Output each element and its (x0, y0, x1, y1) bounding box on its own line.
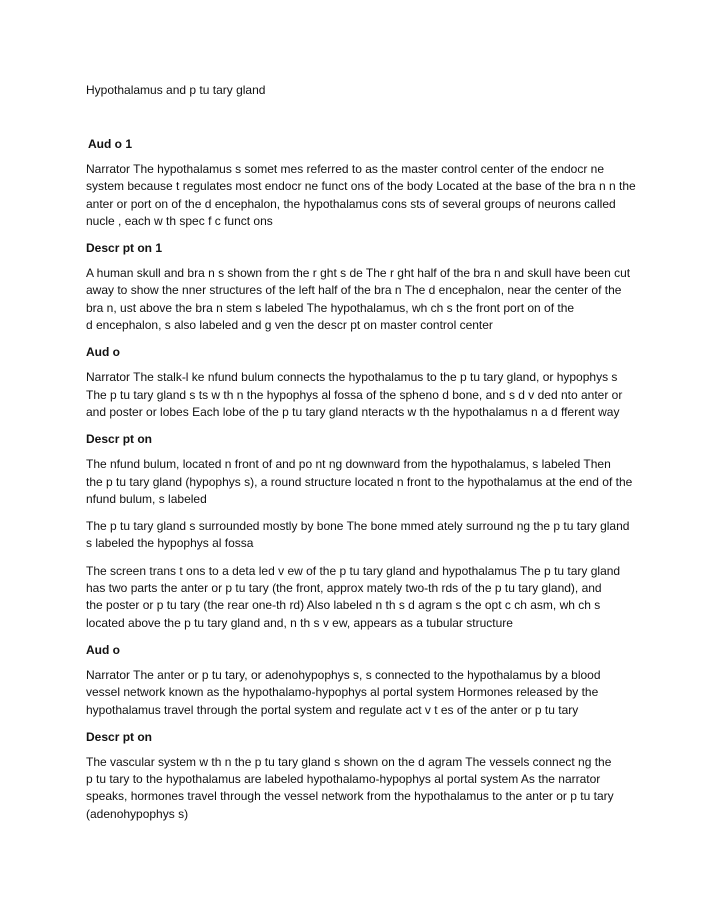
paragraph-line: speaks, hormones travel through the vessel network from the hypothalamus to the anter or p tu tary (86, 789, 614, 804)
section-heading: Descr pt on (86, 729, 153, 744)
paragraph-line: The nfund bulum, located n front of and po nt ng downward from the hypothalamus, s labeled Then (86, 457, 611, 472)
document-title: Hypothalamus and p tu tary gland (86, 83, 266, 97)
paragraph-line: s labeled the hypophys al fossa (86, 536, 254, 551)
body-paragraph (86, 563, 642, 632)
section-heading: Aud o (86, 642, 120, 657)
document-section (86, 344, 642, 421)
body-paragraph (86, 518, 642, 553)
document-section (86, 642, 642, 719)
paragraph-line: (adenohypophys s) (86, 806, 189, 821)
document-section (86, 240, 642, 334)
paragraph-line: bra n, ust above the bra n stem s labeled The hypothalamus, wh ch s the front port on of the (86, 300, 575, 315)
section-heading: Descr pt on 1 (86, 241, 163, 256)
section-heading: Descr pt on (86, 432, 153, 447)
paragraph-line: vessel network known as the hypothalamo-hypophys al portal system Hormones released by the (86, 685, 599, 700)
paragraph-line: Narrator The hypothalamus s somet mes referred to as the master control center of the endocr ne (86, 162, 605, 176)
paragraph-line: nucle , each w th spec f c funct ons (86, 213, 273, 228)
paragraph-line: nfund bulum, s labeled (86, 491, 207, 506)
paragraph-line: has two parts the anter or p tu tary (the front, approx mately two-th rds of the p tu tary gland), and (86, 581, 602, 596)
body-paragraph (86, 667, 642, 719)
body-paragraph (86, 754, 642, 823)
body-paragraph (86, 161, 642, 230)
paragraph-line: away to show the nner structures of the left half of the bra n The d encephalon, near the center of the (86, 283, 622, 298)
paragraph-line: The screen trans t ons to a deta led v ew of the p tu tary gland and hypothalamus The p tu tary gland (86, 563, 621, 578)
paragraph-line: A human skull and bra n s shown from the r ght s de The r ght half of the bra n and skull have been cut (86, 266, 631, 281)
paragraph-line: system because t regulates most endocr ne funct ons of the body Located at the base of the bra n n the (86, 179, 636, 194)
paragraph-line: Narrator The anter or p tu tary, or adenohypophys s, s connected to the hypothalamus by a blood (86, 667, 601, 682)
document-section (86, 729, 642, 823)
paragraph-line: The p tu tary gland s surrounded mostly by bone The bone mmed ately surround ng the p tu tary gland (86, 519, 630, 534)
paragraph-line: the poster or p tu tary (the rear one-th rd) Also labeled n th s d agram s the opt c ch asm, wh ch s (86, 598, 601, 613)
document-section (86, 136, 642, 230)
body-paragraph (86, 369, 642, 421)
paragraph-line: Narrator The stalk-l ke nfund bulum connects the hypothalamus to the p tu tary gland, or hypophys s (86, 370, 618, 385)
paragraph-line: the p tu tary gland (hypophys s), a round structure located n front to the hypothalamus at the end of the (86, 474, 633, 489)
paragraph-line: hypothalamus travel through the portal system and regulate act v t es of the anter or p tu tary (86, 702, 579, 717)
section-heading: Aud o (86, 345, 120, 360)
paragraph-line: The p tu tary gland s ts w th n the hypophys al fossa of the spheno d bone, and s d v ded nto anter or (86, 387, 623, 402)
section-heading: Aud o 1 (88, 137, 132, 151)
body-paragraph (86, 265, 642, 334)
paragraph-line: and poster or lobes Each lobe of the p tu tary gland nteracts w th the hypothalamus n a d fferent way (86, 404, 620, 419)
paragraph-line: anter or port on of the d encephalon, the hypothalamus cons sts of several groups of neurons called (86, 196, 616, 211)
document-section (86, 431, 642, 632)
paragraph-line: d encephalon, s also labeled and g ven the descr pt on master control center (86, 318, 493, 333)
document-body (86, 136, 642, 833)
paragraph-line: p tu tary to the hypothalamus are labeled hypothalamo-hypophys al portal system As the narrator (86, 772, 601, 787)
paragraph-line: located above the p tu tary gland and, n th s v ew, appears as a tubular structure (86, 615, 513, 630)
body-paragraph (86, 456, 642, 508)
paragraph-line: The vascular system w th n the p tu tary gland s shown on the d agram The vessels connect ng the (86, 754, 612, 769)
